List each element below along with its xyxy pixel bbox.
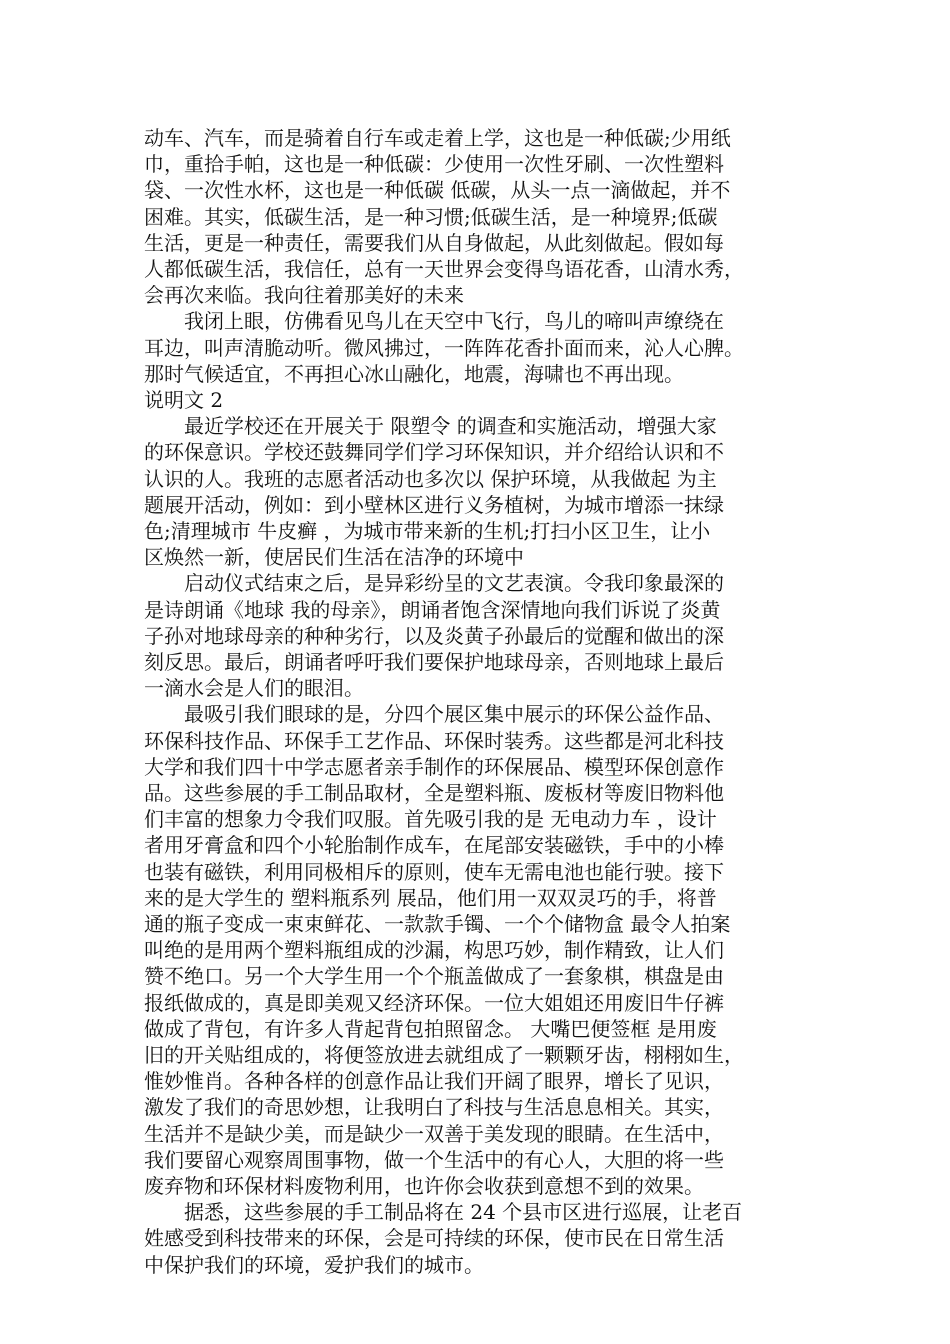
- text-line: 巾，重拾手帕，这也是一种低碳：少使用一次性牙刷、一次性塑料: [144, 152, 724, 177]
- text-line: 最近学校还在开展关于 限塑令 的调查和实施活动，增强大家: [144, 414, 717, 439]
- text-line: 来的是大学生的 塑料瓶系列 展品，他们用一双双灵巧的手，将普: [144, 885, 717, 910]
- text-line: 一滴水会是人们的眼泪。: [144, 676, 364, 701]
- text-line: 题展开活动，例如：到小壁林区进行义务植树，为城市增添一抹绿: [144, 492, 724, 517]
- text-line: 们丰富的想象力令我们叹服。首先吸引我的是 无电动力车 ，设计: [144, 807, 717, 832]
- text-line: 会再次来临。我向往着那美好的未来: [144, 283, 464, 308]
- text-line: 生活并不是缺少美，而是缺少一双善于美发现的眼睛。在生活中，: [144, 1121, 724, 1146]
- text-line: 人都低碳生活，我信任，总有一天世界会变得鸟语花香，山清水秀，: [144, 257, 744, 281]
- text-line: 品。这些参展的手工制品取材，全是塑料瓶、废板材等废旧物料他: [144, 781, 724, 805]
- text-line: 困难。其实，低碳生活，是一种习惯;低碳生活，是一种境界;低碳: [144, 204, 718, 229]
- text-line: 报纸做成的，真是即美观又经济环保。一位大姐姐还用废旧牛仔裤: [144, 990, 724, 1015]
- text-line: 赞不绝口。另一个大学生用一个个瓶盖做成了一套象棋，棋盘是由: [144, 964, 724, 989]
- text-line: 的环保意识。学校还鼓舞同学们学习环保知识，并介绍给认识和不: [144, 440, 724, 465]
- text-line: 认识的人。我班的志愿者活动也多次以 保护环境，从我做起 为主: [144, 466, 717, 491]
- text-line: 区焕然一新，使居民们生活在洁净的环境中: [144, 545, 524, 570]
- text-line: 我闭上眼，仿佛看见鸟儿在天空中飞行，鸟儿的啼叫声缭绕在: [144, 309, 724, 334]
- text-line: 生活，更是一种责任，需要我们从自身做起，从此刻做起。假如每: [144, 230, 724, 255]
- text-line: 最吸引我们眼球的是，分四个展区集中展示的环保公益作品、: [144, 702, 724, 727]
- text-line: 是诗朗诵《地球 我的母亲》，朗诵者饱含深情地向我们诉说了炎黄: [144, 597, 721, 622]
- text-line: 动车、汽车，而是骑着自行车或走着上学，这也是一种低碳;少用纸: [144, 126, 731, 150]
- text-line: 袋、一次性水杯，这也是一种低碳 低碳，从头一点一滴做起，并不: [144, 178, 731, 203]
- text-line: 大学和我们四十中学志愿者亲手制作的环保展品、模型环保创意作: [144, 754, 724, 779]
- text-line: 子孙对地球母亲的种种劣行，以及炎黄子孙最后的觉醒和做出的深: [144, 623, 724, 648]
- text-line: 也装有磁铁，利用同极相斥的原则，使车无需电池也能行驶。接下: [144, 859, 724, 884]
- text-line: 说明文 2: [144, 388, 224, 412]
- text-line: 惟妙惟肖。各种各样的创意作品让我们开阔了眼界，增长了见识，: [144, 1069, 724, 1094]
- text-line: 激发了我们的奇思妙想，让我明白了科技与生活息息相关。其实，: [144, 1095, 724, 1120]
- text-line: 叫绝的是用两个塑料瓶组成的沙漏，构思巧妙，制作精致，让人们: [144, 938, 724, 963]
- text-line: 耳边，叫声清脆动听。微风拂过，一阵阵花香扑面而来，沁人心脾。: [144, 335, 744, 360]
- text-line: 刻反思。最后，朗诵者呼吁我们要保护地球母亲，否则地球上最后: [144, 650, 724, 674]
- text-line: 启动仪式结束之后，是异彩纷呈的文艺表演。令我印象最深的: [144, 571, 724, 596]
- text-line: 者用牙膏盒和四个小轮胎制作成车，在尾部安装磁铁，手中的小棒: [144, 833, 724, 858]
- text-line: 旧的开关贴组成的，将便签放进去就组成了一颗颗牙齿，栩栩如生，: [144, 1043, 744, 1067]
- text-line: 色;清理城市 牛皮癣 ，为城市带来新的生机;打扫小区卫生，让小: [144, 519, 711, 543]
- text-line: 姓感受到科技带来的环保，会是可持续的环保，使市民在日常生活: [144, 1226, 724, 1251]
- text-line: 环保科技作品、环保手工艺作品、环保时装秀。这些都是河北科技: [144, 728, 724, 753]
- text-line: 中保护我们的环境，爱护我们的城市。: [144, 1252, 484, 1277]
- text-line: 那时气候适宜，不再担心冰山融化，地震，海啸也不再出现。: [144, 361, 684, 386]
- text-line: 通的瓶子变成一束束鲜花、一款款手镯、一个个储物盒 最令人拍案: [144, 912, 731, 936]
- text-line: 废弃物和环保材料废物利用，也许你会收获到意想不到的效果。: [144, 1174, 704, 1198]
- text-line: 做成了背包，有许多人背起背包拍照留念。 大嘴巴便签框 是用废: [144, 1016, 717, 1041]
- text-line: 我们要留心观察周围事物，做一个生活中的有心人，大胆的将一些: [144, 1147, 724, 1172]
- text-line: 据悉，这些参展的手工制品将在 24 个县市区进行巡展，让老百: [144, 1200, 743, 1225]
